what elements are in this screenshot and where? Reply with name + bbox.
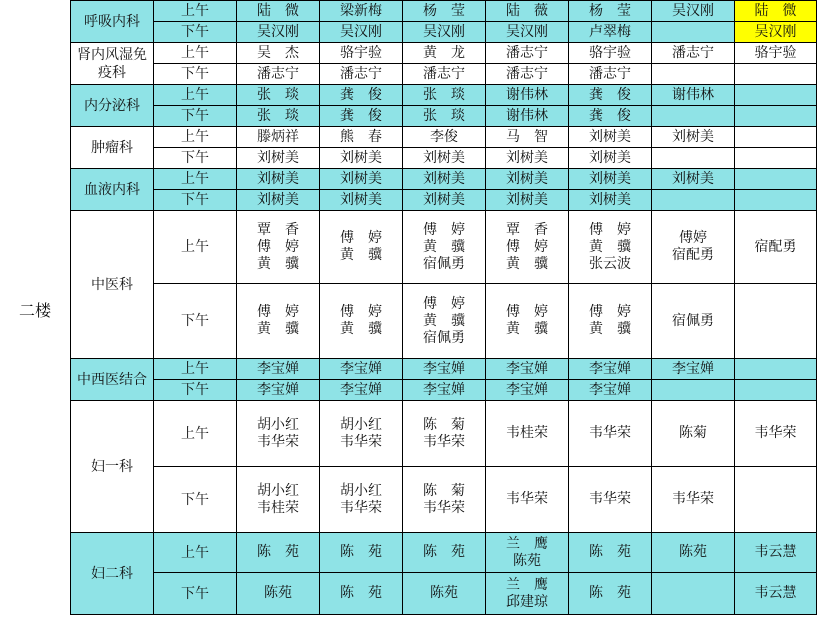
schedule-cell: [486, 284, 569, 359]
schedule-cell: [237, 573, 320, 615]
doctor-name: 黄 骥: [257, 255, 299, 272]
department-name: 妇一科: [71, 401, 154, 533]
doctor-name: 陈苑: [513, 552, 541, 569]
schedule-cell: [320, 467, 403, 533]
doctor-name: 黄 骥: [423, 238, 465, 255]
doctor-name: 黄 骥: [257, 321, 299, 337]
schedule-cell: 吴汉刚: [735, 22, 817, 43]
schedule-cell: [403, 211, 486, 284]
schedule-cell: [320, 401, 403, 467]
schedule-cell: 陆 微: [735, 1, 817, 22]
doctor-name: 陈 菊: [423, 482, 465, 499]
department-name: 肾内风湿免疫科: [71, 43, 154, 85]
schedule-row: [71, 64, 817, 85]
schedule-cell: 潘志宁: [486, 43, 569, 64]
schedule-cell: 李宝婵: [237, 380, 320, 401]
doctor-name: 黄 骥: [506, 321, 548, 337]
schedule-cell: [652, 106, 735, 127]
schedule-cell: 龚 俊: [320, 85, 403, 106]
session-label: 上午: [154, 211, 237, 284]
session-label: 上午: [154, 533, 237, 573]
schedule-row: [71, 22, 817, 43]
session-label: 上午: [154, 169, 237, 190]
doctor-name: 韦华荣: [423, 433, 465, 450]
schedule-cell: 陆 薇: [486, 1, 569, 22]
session-label: 下午: [154, 148, 237, 169]
schedule-cell: [237, 211, 320, 284]
doctor-name: 陈苑: [430, 585, 458, 601]
schedule-cell: 潘志宁: [320, 64, 403, 85]
doctor-name: 胡小红: [257, 482, 299, 499]
schedule-cell: [735, 401, 817, 467]
schedule-cell: 骆宇验: [735, 43, 817, 64]
schedule-cell: 李宝婵: [403, 359, 486, 380]
schedule-row: [71, 169, 817, 190]
schedule-cell: 杨 莹: [403, 1, 486, 22]
schedule-cell: 刘树美: [569, 148, 652, 169]
schedule-cell: 龚 俊: [569, 85, 652, 106]
session-label: 下午: [154, 22, 237, 43]
schedule-cell: 张 琰: [403, 106, 486, 127]
schedule-cell: 刘树美: [569, 190, 652, 211]
schedule-cell: [735, 380, 817, 401]
schedule-cell: 李宝婵: [320, 359, 403, 380]
schedule-cell: 刘树美: [403, 190, 486, 211]
schedule-cell: [735, 127, 817, 148]
doctor-name: 黄 骥: [589, 321, 631, 337]
schedule-cell: [403, 467, 486, 533]
schedule-cell: [652, 380, 735, 401]
schedule-cell: 谢伟林: [652, 85, 735, 106]
schedule-cell: 李宝婵: [320, 380, 403, 401]
session-label: 上午: [154, 43, 237, 64]
doctor-name: 陈 苑: [423, 544, 465, 560]
schedule-cell: 吴汉刚: [486, 22, 569, 43]
schedule-cell: 陆 微: [237, 1, 320, 22]
doctor-name: 韦桂荣: [506, 425, 548, 441]
floor-label: 二楼: [18, 300, 51, 320]
schedule-cell: [652, 467, 735, 533]
session-label: 下午: [154, 380, 237, 401]
session-label: 上午: [154, 85, 237, 106]
schedule-cell: [735, 359, 817, 380]
schedule-cell: [403, 401, 486, 467]
schedule-row: [71, 85, 817, 106]
doctor-name: 陈 菊: [423, 416, 465, 433]
schedule-cell: 刘树美: [403, 148, 486, 169]
doctor-name: 韦华荣: [257, 433, 299, 450]
schedule-row: [71, 380, 817, 401]
schedule-row: [71, 359, 817, 380]
schedule-cell: [486, 467, 569, 533]
schedule-cell: [237, 401, 320, 467]
schedule-cell: [735, 467, 817, 533]
schedule-cell: [569, 533, 652, 573]
schedule-cell: 刘树美: [237, 169, 320, 190]
doctor-name: 傅 婷: [506, 238, 548, 255]
schedule-cell: [320, 573, 403, 615]
doctor-name: 陈 苑: [589, 544, 631, 560]
schedule-cell: [569, 284, 652, 359]
schedule-row: [71, 573, 817, 615]
doctor-name: 韦华荣: [672, 491, 714, 507]
doctor-name: 宿佩勇: [423, 329, 465, 346]
schedule-cell: [735, 85, 817, 106]
schedule-cell: 刘树美: [569, 127, 652, 148]
schedule-cell: [569, 211, 652, 284]
schedule-cell: 刘树美: [569, 169, 652, 190]
session-label: 下午: [154, 284, 237, 359]
schedule-cell: 刘树美: [237, 148, 320, 169]
doctor-name: 陈苑: [264, 585, 292, 601]
doctor-name: 黄 骥: [423, 312, 465, 329]
schedule-row: [71, 190, 817, 211]
schedule-row: [71, 106, 817, 127]
schedule-cell: [735, 573, 817, 615]
schedule-cell: 谢伟林: [486, 106, 569, 127]
schedule-cell: 张 琰: [237, 85, 320, 106]
schedule-cell: 刘树美: [403, 169, 486, 190]
session-label: 上午: [154, 127, 237, 148]
doctor-name: 邱建琼: [506, 593, 548, 610]
schedule-row: [71, 43, 817, 64]
session-label: 下午: [154, 106, 237, 127]
doctor-name: 陈 苑: [340, 544, 382, 560]
schedule-cell: 黄 龙: [403, 43, 486, 64]
schedule-cell: 熊 春: [320, 127, 403, 148]
schedule-cell: 张 琰: [237, 106, 320, 127]
doctor-name: 韦华荣: [340, 433, 382, 450]
schedule-cell: 刘树美: [652, 127, 735, 148]
schedule-cell: 吴汉刚: [237, 22, 320, 43]
schedule-cell: 龚 俊: [320, 106, 403, 127]
schedule-row: [71, 1, 817, 22]
schedule-cell: [403, 533, 486, 573]
schedule-table: [70, 0, 817, 615]
schedule-cell: 吴汉刚: [320, 22, 403, 43]
schedule-cell: [320, 284, 403, 359]
doctor-name: 傅 婷: [423, 221, 465, 238]
schedule-cell: [652, 401, 735, 467]
schedule-cell: 潘志宁: [569, 64, 652, 85]
doctor-name: 兰 鹰: [506, 535, 548, 552]
doctor-name: 韦桂荣: [257, 499, 299, 516]
schedule-row: [71, 467, 817, 533]
doctor-name: 傅 婷: [257, 304, 299, 320]
schedule-cell: 李宝婵: [569, 380, 652, 401]
doctor-name: 张云波: [589, 255, 631, 272]
schedule-cell: [652, 573, 735, 615]
doctor-name: 傅 婷: [506, 304, 548, 320]
schedule-cell: 潘志宁: [403, 64, 486, 85]
department-name: 肿瘤科: [71, 127, 154, 169]
schedule-cell: [652, 64, 735, 85]
doctor-name: 宿配勇: [672, 247, 714, 263]
schedule-cell: [320, 533, 403, 573]
doctor-name: 胡小红: [340, 482, 382, 499]
schedule-cell: 刘树美: [486, 190, 569, 211]
schedule-cell: 潘志宁: [486, 64, 569, 85]
schedule-cell: 骆宇验: [320, 43, 403, 64]
schedule-cell: [652, 22, 735, 43]
schedule-cell: [652, 190, 735, 211]
schedule-cell: 马 智: [486, 127, 569, 148]
doctor-name: 傅 婷: [423, 295, 465, 312]
schedule-cell: 李宝婵: [486, 359, 569, 380]
doctor-name: 傅 婷: [340, 230, 382, 246]
doctor-name: 韦华荣: [589, 425, 631, 441]
schedule-cell: [735, 211, 817, 284]
schedule-cell: [403, 284, 486, 359]
session-label: 下午: [154, 64, 237, 85]
schedule-cell: 李俊: [403, 127, 486, 148]
schedule-cell: 刘树美: [652, 169, 735, 190]
schedule-cell: [735, 190, 817, 211]
schedule-cell: [237, 284, 320, 359]
schedule-cell: [652, 533, 735, 573]
schedule-cell: [652, 148, 735, 169]
department-name: 中医科: [71, 211, 154, 359]
doctor-name: 覃 香: [257, 221, 299, 238]
department-name: 血液内科: [71, 169, 154, 211]
session-label: 上午: [154, 1, 237, 22]
doctor-name: 陈苑: [679, 544, 707, 560]
doctor-name: 傅 婷: [340, 304, 382, 320]
department-name: 妇二科: [71, 533, 154, 615]
schedule-cell: [237, 533, 320, 573]
doctor-name: 韦华荣: [754, 425, 797, 441]
schedule-cell: [652, 211, 735, 284]
schedule-cell: 刘树美: [320, 190, 403, 211]
schedule-row: [71, 401, 817, 467]
doctor-name: 黄 骥: [506, 255, 548, 272]
department-name: 呼吸内科: [71, 1, 154, 43]
doctor-name: 韦华荣: [506, 491, 548, 507]
doctor-name: 韦华荣: [423, 499, 465, 516]
doctor-name: 韦云慧: [754, 585, 797, 601]
schedule-cell: 龚 俊: [569, 106, 652, 127]
session-label: 下午: [154, 573, 237, 615]
schedule-cell: 骆宇验: [569, 43, 652, 64]
doctor-name: 陈 苑: [340, 585, 382, 601]
doctor-name: 黄 骥: [340, 321, 382, 337]
schedule-cell: 滕炳祥: [237, 127, 320, 148]
schedule-cell: 李宝婵: [237, 359, 320, 380]
schedule-cell: 吴汉刚: [403, 22, 486, 43]
schedule-cell: 梁新梅: [320, 1, 403, 22]
doctor-name: 胡小红: [340, 416, 382, 433]
schedule-cell: 刘树美: [320, 169, 403, 190]
doctor-name: 陈 苑: [257, 544, 299, 560]
schedule-cell: [652, 284, 735, 359]
schedule-cell: 刘树美: [320, 148, 403, 169]
doctor-name: 宿佩勇: [423, 255, 465, 272]
doctor-name: 宿配勇: [754, 238, 797, 255]
schedule-cell: 杨 莹: [569, 1, 652, 22]
doctor-name: 覃 香: [506, 221, 548, 238]
session-label: 上午: [154, 401, 237, 467]
schedule-row: [71, 148, 817, 169]
schedule-cell: 吴汉刚: [652, 1, 735, 22]
doctor-name: 宿佩勇: [672, 312, 714, 329]
schedule-cell: 李宝婵: [569, 359, 652, 380]
doctor-name: 黄 骥: [589, 238, 631, 255]
schedule-cell: 刘树美: [237, 190, 320, 211]
doctor-name: 韦云慧: [754, 544, 797, 560]
schedule-row: [71, 211, 817, 284]
doctor-name: 黄 骥: [340, 247, 382, 263]
schedule-cell: [735, 106, 817, 127]
doctor-name: 傅婷: [679, 230, 707, 246]
session-label: 上午: [154, 359, 237, 380]
schedule-cell: [320, 211, 403, 284]
doctor-name: 傅 婷: [589, 304, 631, 320]
doctor-name: 傅 婷: [257, 238, 299, 255]
doctor-name: 韦华荣: [340, 499, 382, 516]
schedule-cell: [569, 401, 652, 467]
department-name: 中西医结合: [71, 359, 154, 401]
schedule-cell: 李宝婵: [652, 359, 735, 380]
schedule-cell: 卢翠梅: [569, 22, 652, 43]
department-name: 内分泌科: [71, 85, 154, 127]
schedule-cell: [735, 533, 817, 573]
schedule-cell: 李宝婵: [403, 380, 486, 401]
schedule-cell: [735, 169, 817, 190]
schedule-cell: 潘志宁: [237, 64, 320, 85]
schedule-cell: [237, 467, 320, 533]
schedule-cell: 吴 杰: [237, 43, 320, 64]
schedule-cell: [486, 533, 569, 573]
doctor-name: 胡小红: [257, 416, 299, 433]
schedule-cell: [735, 284, 817, 359]
doctor-name: 陈 苑: [589, 585, 631, 601]
schedule-cell: [486, 211, 569, 284]
schedule-cell: [569, 467, 652, 533]
schedule-cell: [486, 401, 569, 467]
doctor-name: 韦华荣: [589, 491, 631, 507]
schedule-cell: 李宝婵: [486, 380, 569, 401]
schedule-cell: 张 琰: [403, 85, 486, 106]
schedule-cell: [735, 148, 817, 169]
schedule-cell: 刘树美: [486, 148, 569, 169]
doctor-name: 傅 婷: [589, 221, 631, 238]
schedule-row: [71, 533, 817, 573]
schedule-cell: 潘志宁: [652, 43, 735, 64]
schedule-row: [71, 284, 817, 359]
schedule-cell: 刘树美: [486, 169, 569, 190]
schedule-cell: [735, 64, 817, 85]
schedule-cell: [569, 573, 652, 615]
session-label: 下午: [154, 190, 237, 211]
schedule-cell: [403, 573, 486, 615]
doctor-name: 陈菊: [679, 425, 707, 441]
session-label: 下午: [154, 467, 237, 533]
doctor-name: 兰 鹰: [506, 576, 548, 593]
schedule-row: [71, 127, 817, 148]
schedule-cell: 谢伟林: [486, 85, 569, 106]
schedule-cell: [486, 573, 569, 615]
